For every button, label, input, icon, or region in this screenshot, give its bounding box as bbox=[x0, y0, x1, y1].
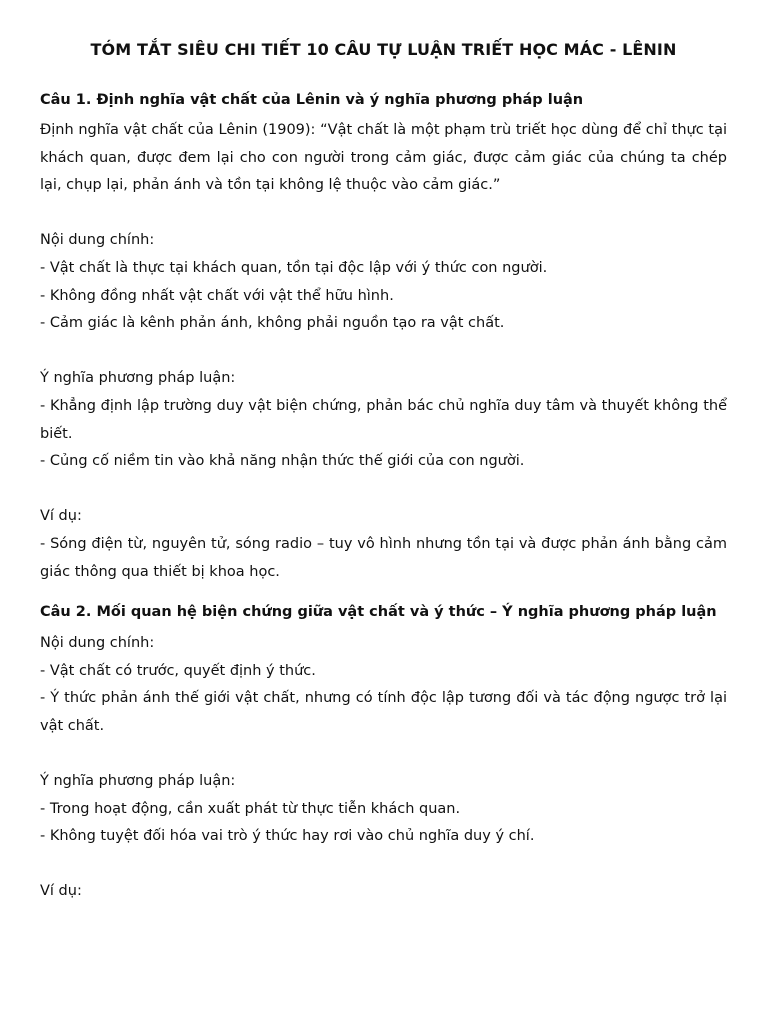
document-title: TÓM TẮT SIÊU CHI TIẾT 10 CÂU TỰ LUẬN TRIẾT HỌC MÁC - LÊNIN bbox=[90, 40, 677, 59]
question-1-section bbox=[40, 89, 727, 586]
q2-meaning-item: - Không tuyệt đối hóa vai trò ý thức hay rơi vào chủ nghĩa duy ý chí. bbox=[40, 828, 535, 845]
paragraph-gap bbox=[40, 740, 727, 768]
q1-meaning-label: Ý nghĩa phương pháp luận: bbox=[40, 370, 236, 387]
paragraph-gap bbox=[40, 851, 727, 879]
paragraph-gap bbox=[40, 476, 727, 504]
q1-meaning-item: - Khẳng định lập trường duy vật biện chứng, phản bác chủ nghĩa duy tâm và thuyết không thể biết. bbox=[40, 397, 727, 442]
q1-content-label: Nội dung chính: bbox=[40, 232, 155, 249]
q1-example-label: Ví dụ: bbox=[40, 508, 82, 525]
q1-content-item: - Cảm giác là kênh phản ánh, không phải nguồn tạo ra vật chất. bbox=[40, 315, 505, 332]
q2-meaning-label: Ý nghĩa phương pháp luận: bbox=[40, 773, 236, 790]
q2-content-label: Nội dung chính: bbox=[40, 635, 155, 652]
q2-example-label: Ví dụ: bbox=[40, 883, 82, 900]
question-2-heading: Câu 2. Mối quan hệ biện chứng giữa vật chất và ý thức – Ý nghĩa phương pháp luận bbox=[40, 604, 717, 621]
q1-definition: Định nghĩa vật chất của Lênin (1909): “Vật chất là một phạm trù triết học dùng để chỉ thực tại khách quan, được đem lại cho con người trong cảm giác, được cảm giác của chúng ta chép lại, chụp lại, phản ánh và tồn tại không lệ thuộc vào cảm giác.” bbox=[40, 122, 727, 194]
question-1-heading: Câu 1. Định nghĩa vật chất của Lênin và ý nghĩa phương pháp luận bbox=[40, 92, 584, 108]
document-page bbox=[40, 38, 727, 906]
question-2-section bbox=[40, 595, 727, 906]
q2-content-item: - Vật chất có trước, quyết định ý thức. bbox=[40, 662, 316, 679]
q2-content-item: - Ý thức phản ánh thế giới vật chất, nhưng có tính độc lập tương đối và tác động ngược trở lại vật chất. bbox=[40, 690, 727, 734]
q1-content-item: - Vật chất là thực tại khách quan, tồn tại độc lập với ý thức con người. bbox=[40, 259, 548, 276]
q1-meaning-item: - Củng cố niềm tin vào khả năng nhận thức thế giới của con người. bbox=[40, 453, 525, 470]
paragraph-gap bbox=[40, 338, 727, 366]
paragraph-gap bbox=[40, 200, 727, 228]
q1-content-item: - Không đồng nhất vật chất với vật thể hữu hình. bbox=[40, 287, 394, 304]
q1-example-item: - Sóng điện từ, nguyên tử, sóng radio – tuy vô hình nhưng tồn tại và được phản ánh bằng cảm giác thông qua thiết bị khoa học. bbox=[40, 535, 727, 580]
q2-meaning-item: - Trong hoạt động, cần xuất phát từ thực tiễn khách quan. bbox=[40, 800, 461, 817]
